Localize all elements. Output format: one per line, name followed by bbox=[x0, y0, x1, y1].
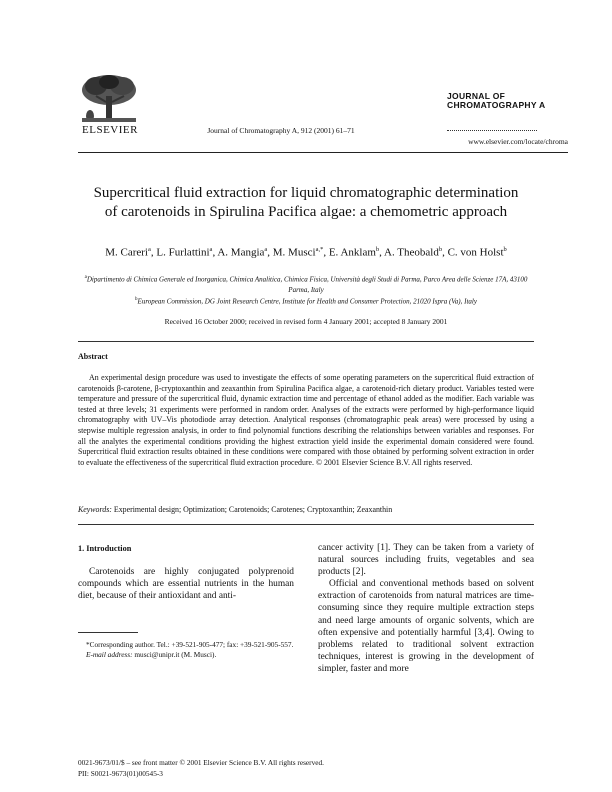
keywords bbox=[78, 505, 534, 514]
footnote bbox=[78, 640, 294, 660]
journal-reference: Journal of Chromatography A, 912 (2001) 61–71 bbox=[207, 126, 355, 135]
journal-logo-line2: CHROMATOGRAPHY A bbox=[447, 100, 546, 110]
author-affiliation-mark: b bbox=[503, 246, 507, 253]
author-name: L. Furlattini bbox=[156, 246, 210, 259]
author-name: A. Mangia bbox=[217, 246, 265, 259]
column-right bbox=[318, 542, 534, 675]
author-affiliation-mark: a bbox=[147, 246, 151, 253]
author-name: M. Careri bbox=[105, 246, 148, 259]
journal-logo-line1: JOURNAL OF bbox=[447, 91, 506, 101]
footnote-corresponding: *Corresponding author. Tel.: +39-521-905-477; fax: +39-521-905-557. bbox=[86, 640, 294, 649]
author-name: A. Theobald bbox=[384, 246, 439, 259]
author-name: E. Anklam bbox=[328, 246, 376, 259]
article-title: Supercritical fluid extraction for liquid chromatographic determination of carotenoids in Spirulina Pacifica algae: a chemometric approach bbox=[93, 185, 519, 220]
affiliation-b-text: European Commission, DG Joint Research Centre, Institute for Health and Consumer Protection, 21020 Ispra (Va), Italy bbox=[137, 297, 477, 306]
logo-divider bbox=[447, 130, 537, 132]
footnote-email-label: E-mail address: bbox=[86, 650, 133, 659]
abstract-divider bbox=[78, 524, 534, 525]
author-list: M. Careri$^a$, L. Furlattini$^a$, A. Mangia$^a$, M. Musci$^{a,*}$, E. Anklam$^b$, A. Theobald$^b$, C. von Holst$^b$ bbox=[105, 246, 507, 259]
author-affiliation-mark: b bbox=[438, 246, 443, 253]
journal-logo bbox=[447, 92, 567, 110]
journal-url[interactable]: www.elsevier.com/locate/chroma bbox=[468, 137, 568, 146]
author-name: M. Musci bbox=[272, 246, 316, 259]
column-left-paragraph: Carotenoids are highly conjugated polyprenoid compounds which are essential nutrients in the human diet, because of their antioxidant and anti- bbox=[78, 567, 294, 602]
affiliation-b bbox=[78, 295, 534, 307]
author-affiliation-mark: a,* bbox=[315, 246, 324, 253]
publisher-name: ELSEVIER bbox=[82, 124, 138, 136]
footnote-divider bbox=[78, 632, 138, 633]
received-dates: Received 16 October 2000; received in revised form 4 January 2001; accepted 8 January 2001 bbox=[164, 317, 448, 326]
footer-copyright: 0021-9673/01/$ – see front matter © 2001 Elsevier Science B.V. All rights reserved. bbox=[78, 758, 324, 767]
footer-pii: PII: S0021-9673(01)00545-3 bbox=[78, 768, 163, 778]
author-affiliation-mark: b bbox=[375, 246, 380, 253]
author-affiliation-mark: a bbox=[209, 246, 213, 253]
header-divider bbox=[78, 152, 568, 153]
affiliation-b-mark: b bbox=[135, 297, 138, 303]
keywords-label: Keywords: bbox=[78, 505, 112, 514]
affiliation-a-text: Dipartimento di Chimica Generale ed Inorganica, Chimica Analitica, Chimica Fisica, Università degli Studi di Parma, Parco Area delle Scienze 17A, 43100 Parma, Italy bbox=[86, 275, 528, 294]
column-right-paragraph-2: Official and conventional methods based on solvent extraction of carotenoids from natural matrices are time-consuming since they require multiple extraction steps and need large amounts of organic solvents, which are often expensive and potentially harmful [3,4]. Owing to problems related to traditional solvent extraction techniques, interest is growing in the development of simpler, faster and more bbox=[318, 579, 534, 674]
author-affiliation-mark: a bbox=[264, 246, 268, 253]
footnote-email-address[interactable]: musci@unipr.it (M. Musci). bbox=[134, 650, 217, 659]
abstract-text: An experimental design procedure was used to investigate the effects of some operating parameters on the supercritical fluid extraction of carotenoids β-carotene, β-cryptoxanthin and zeaxanthin from Spirulina Pacifica algae, a carotenoid-rich dietary product. Variables tested were temperature and pressure of the supercritical fluid, dynamic extraction time and percentage of ethanol added as the modifier. Each variable was tested at three levels; 31 experiments were performed in random order. Analyses of the extracts were performed by high-performance liquid chromatography with UV–Vis photodiode array detection. Analytical responses (chromatographic peak areas) were processed by using a stepwise multiple regression analysis, in order to find polynomial functions describing the relationships between variables and responses. For all the analytes the experimental conditions providing the highest extraction yield inside the experimental domain considered were found. Supercritical fluid extraction results obtained in these conditions were compared with those obtained by performing solvent extraction in order to evaluate the effectiveness of the supercritical fluid extraction procedure. © 2001 Elsevier Science B.V. All rights reserved. bbox=[78, 373, 534, 467]
author-name: C. von Holst bbox=[447, 246, 504, 259]
affiliation-a bbox=[78, 273, 534, 295]
column-right-paragraph-1: cancer activity [1]. They can be taken from a variety of natural sources including fruits, vegetables and sea products [2]. bbox=[318, 543, 534, 578]
elsevier-tree-logo-icon bbox=[78, 72, 140, 126]
affiliations bbox=[78, 273, 534, 307]
section-heading-introduction: 1. Introduction bbox=[78, 544, 132, 553]
abstract-heading: Abstract bbox=[78, 352, 108, 361]
page-footer bbox=[78, 758, 324, 779]
affiliation-a-mark: a bbox=[84, 275, 87, 280]
title-divider bbox=[78, 341, 534, 342]
keywords-list: Experimental design; Optimization; Carotenoids; Carotenes; Cryptoxanthin; Zeaxanthin bbox=[113, 505, 393, 514]
footnote-email bbox=[78, 650, 294, 660]
